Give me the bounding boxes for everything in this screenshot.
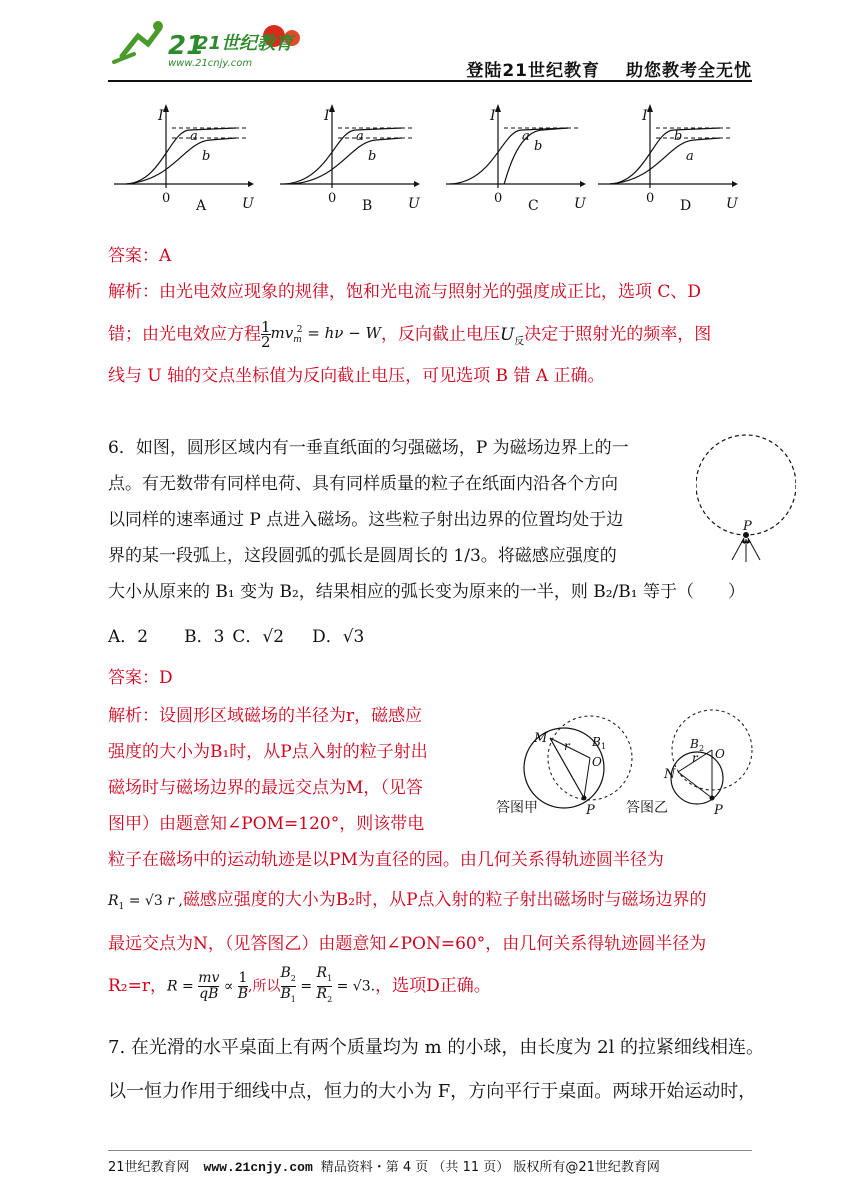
footer-right: 精品资料・第 4 页 （共 11 页） 版权所有@21世纪教育网 bbox=[320, 1160, 660, 1175]
curve-upper bbox=[450, 128, 568, 184]
label-m: M bbox=[534, 731, 548, 746]
slogan-2: 助您教考全无忧 bbox=[626, 61, 752, 81]
q6-exp-7: 最远交点为N，（见答图乙）由题意知∠PON=60°，由几何关系得轨迹圆半径为 bbox=[108, 934, 707, 954]
fig1-caption: 答图甲 bbox=[496, 800, 538, 816]
q5-answer: 答案：A bbox=[108, 246, 172, 266]
ratio-formula: R = $\frac{mv}{qB}$ ∝ $\frac{1}{B}$ ,所以 $\frac{B_2}{B_1}$ = $\frac{R_1}{R_2}$ = √3. bbox=[167, 965, 376, 1004]
logo-text: 21世纪教育 bbox=[196, 33, 294, 54]
q6-exp-8 bbox=[108, 966, 491, 1007]
label-o2: O bbox=[715, 747, 725, 761]
q6-line-3: 以同样的速率通过 P 点进入磁场。这些粒子射出边界的位置均处于边 bbox=[108, 510, 624, 530]
curve-lower-label: a bbox=[686, 149, 694, 164]
curve-upper bbox=[610, 128, 720, 184]
footer-left: 21世纪教育网 bbox=[108, 1160, 190, 1175]
label-b1: B bbox=[592, 735, 601, 749]
axis-y-label: I bbox=[158, 108, 164, 124]
label-r: r bbox=[564, 739, 570, 753]
curve-upper-label: a bbox=[356, 129, 364, 144]
svg-text:1: 1 bbox=[601, 742, 607, 751]
label-n: N bbox=[664, 767, 676, 782]
footer-site[interactable]: www.21cnjy.com bbox=[203, 1160, 313, 1175]
option-c: C．√2 bbox=[232, 627, 285, 647]
curve-upper bbox=[284, 128, 402, 184]
curve-lower bbox=[126, 138, 236, 184]
option-a: A．2 bbox=[108, 627, 149, 647]
q6-exp-3: 磁场时与磁场边界的最远交点为M，（见答 bbox=[108, 778, 423, 798]
q6-exp-2: 强度的大小为B₁时，从P点入射的粒子射出 bbox=[108, 742, 428, 762]
label-b2: B bbox=[690, 737, 699, 751]
axis-x-label: U bbox=[574, 196, 586, 212]
header-slogan bbox=[440, 56, 752, 81]
curve-lower bbox=[292, 138, 402, 184]
fig2-caption: 答图乙 bbox=[626, 800, 668, 816]
q6-exp-6 bbox=[108, 888, 707, 919]
y-axis-arrow bbox=[163, 104, 169, 112]
curve-upper-label: b bbox=[674, 129, 683, 144]
x-axis-arrow bbox=[414, 181, 420, 187]
footer bbox=[108, 1156, 752, 1175]
q6-exp-5: 粒子在磁场中的运动轨迹是以PM为直径的园。由几何关系得轨迹圆半径为 bbox=[108, 850, 664, 870]
q5-exp2-part-b: ，反向截止电压 bbox=[380, 324, 500, 345]
label-p2: P bbox=[714, 803, 723, 818]
option-d: D．√3 bbox=[312, 627, 365, 647]
r1-formula: $R_1 = √3$ r , bbox=[108, 893, 183, 912]
label-o: O bbox=[592, 755, 602, 769]
curve-upper bbox=[126, 128, 236, 184]
origin-label: 0 bbox=[494, 191, 503, 206]
curve-lower bbox=[610, 138, 720, 184]
origin-label: 0 bbox=[328, 191, 337, 206]
q6-exp-1: 解析：设圆形区域磁场的半径为r，磁感应 bbox=[108, 706, 423, 726]
label-r2: r bbox=[692, 751, 698, 765]
q6-options bbox=[108, 622, 364, 647]
axis-y-label: I bbox=[642, 108, 648, 124]
answer-figures-svg bbox=[492, 708, 762, 824]
slogan-1: 登陆21世纪教育 bbox=[466, 61, 600, 81]
axis-y-label: I bbox=[324, 108, 330, 124]
q6-line-5: 大小从原来的 B₁ 变为 B₂，结果相应的弧长变为原来的一半，则 B₂/B₁ 等于（ ） bbox=[108, 582, 745, 602]
option-graphs-svg bbox=[108, 98, 758, 228]
curve-upper-label: a bbox=[522, 129, 530, 144]
origin-label: 0 bbox=[162, 191, 171, 206]
curve-lower bbox=[504, 128, 568, 184]
y-axis-arrow bbox=[495, 104, 501, 112]
point-p-label: P bbox=[743, 519, 752, 534]
q6-line-1: 6．如图，圆形区域内有一垂直纸面的匀强磁场，P 为磁场边界上的一 bbox=[108, 438, 629, 458]
q6-answer: 答案：D bbox=[108, 668, 173, 688]
y-axis-arrow bbox=[647, 104, 653, 112]
axis-x-label: U bbox=[242, 196, 254, 212]
option-graphs bbox=[108, 98, 758, 228]
x-axis-arrow bbox=[248, 181, 254, 187]
q6-line-4: 界的某一段弧上，这段圆弧的弧长是圆周长的 1/3。将磁感应强度的 bbox=[108, 546, 617, 566]
stop-voltage-symbol: $U_反$ bbox=[499, 324, 525, 347]
q5-exp2-part-c: 决定于照射光的频率，图 bbox=[524, 324, 712, 345]
label-p1: P bbox=[586, 803, 595, 818]
logo-url: www.21cnjy.com bbox=[168, 58, 253, 69]
q6-exp-8-part-c: ，选项D正确。 bbox=[375, 975, 491, 996]
q6-exp-4: 图甲）由题意知∠POM=120°，则该带电 bbox=[108, 814, 425, 834]
answer-figures bbox=[492, 708, 762, 828]
q7-line-1: 7. 在光滑的水平桌面上有两个质量均为 m 的小球，由长度为 2l 的拉紧细线相连。 bbox=[108, 1037, 765, 1058]
x-axis-arrow bbox=[580, 181, 586, 187]
option-letter: B bbox=[362, 198, 373, 214]
q5-explanation-2 bbox=[108, 318, 711, 354]
option-letter: A bbox=[196, 198, 207, 214]
option-b: B．3 bbox=[184, 627, 225, 647]
q5-exp2-part-a: 错；由光电效应方程 bbox=[108, 324, 261, 345]
svg-text:21: 21 bbox=[168, 31, 205, 61]
q6-exp-6-text: 磁感应强度的大小为B₂时，从P点入射的粒子射出磁场时与磁场边界的 bbox=[182, 890, 707, 910]
photoelectric-equation: $\frac{1}{2}$ $mv_m^2 = h\nu - W$ bbox=[261, 317, 381, 351]
q5-explanation-3: 线与 U 轴的交点坐标值为反向截止电压，可见选项 B 错 A 正确。 bbox=[108, 366, 605, 386]
q6-figure bbox=[696, 428, 796, 582]
logo bbox=[108, 14, 308, 74]
option-letter: C bbox=[528, 198, 539, 214]
svg-text:2: 2 bbox=[699, 744, 705, 753]
y-axis-arrow bbox=[329, 104, 335, 112]
curve-upper-label: a bbox=[190, 129, 198, 144]
header-rule bbox=[108, 80, 752, 82]
q6-exp-8-part-a: R₂=r， bbox=[108, 975, 167, 996]
axis-x-label: U bbox=[726, 196, 738, 212]
q6-line-2: 点。有无数带有同样电荷、具有同样质量的粒子在纸面内沿各个方向 bbox=[108, 474, 618, 494]
footer-rule bbox=[108, 1150, 752, 1151]
curve-lower-label: b bbox=[202, 149, 211, 164]
axis-y-label: I bbox=[490, 108, 496, 124]
origin-label: 0 bbox=[646, 191, 655, 206]
q7-line-2: 以一恒力作用于细线中点，恒力的大小为 F，方向平行于桌面。两球开始运动时， bbox=[108, 1081, 757, 1102]
curve-lower-label: b bbox=[368, 149, 377, 164]
axis-x-label: U bbox=[408, 196, 420, 212]
q5-explanation-1: 解析：由光电效应现象的规律，饱和光电流与照射光的强度成正比，选项 C、D bbox=[108, 282, 702, 302]
x-axis-arrow bbox=[732, 181, 738, 187]
option-letter: D bbox=[680, 198, 692, 214]
curve-lower-label: b bbox=[534, 139, 543, 154]
magnetic-field-circle-figure bbox=[696, 428, 796, 578]
